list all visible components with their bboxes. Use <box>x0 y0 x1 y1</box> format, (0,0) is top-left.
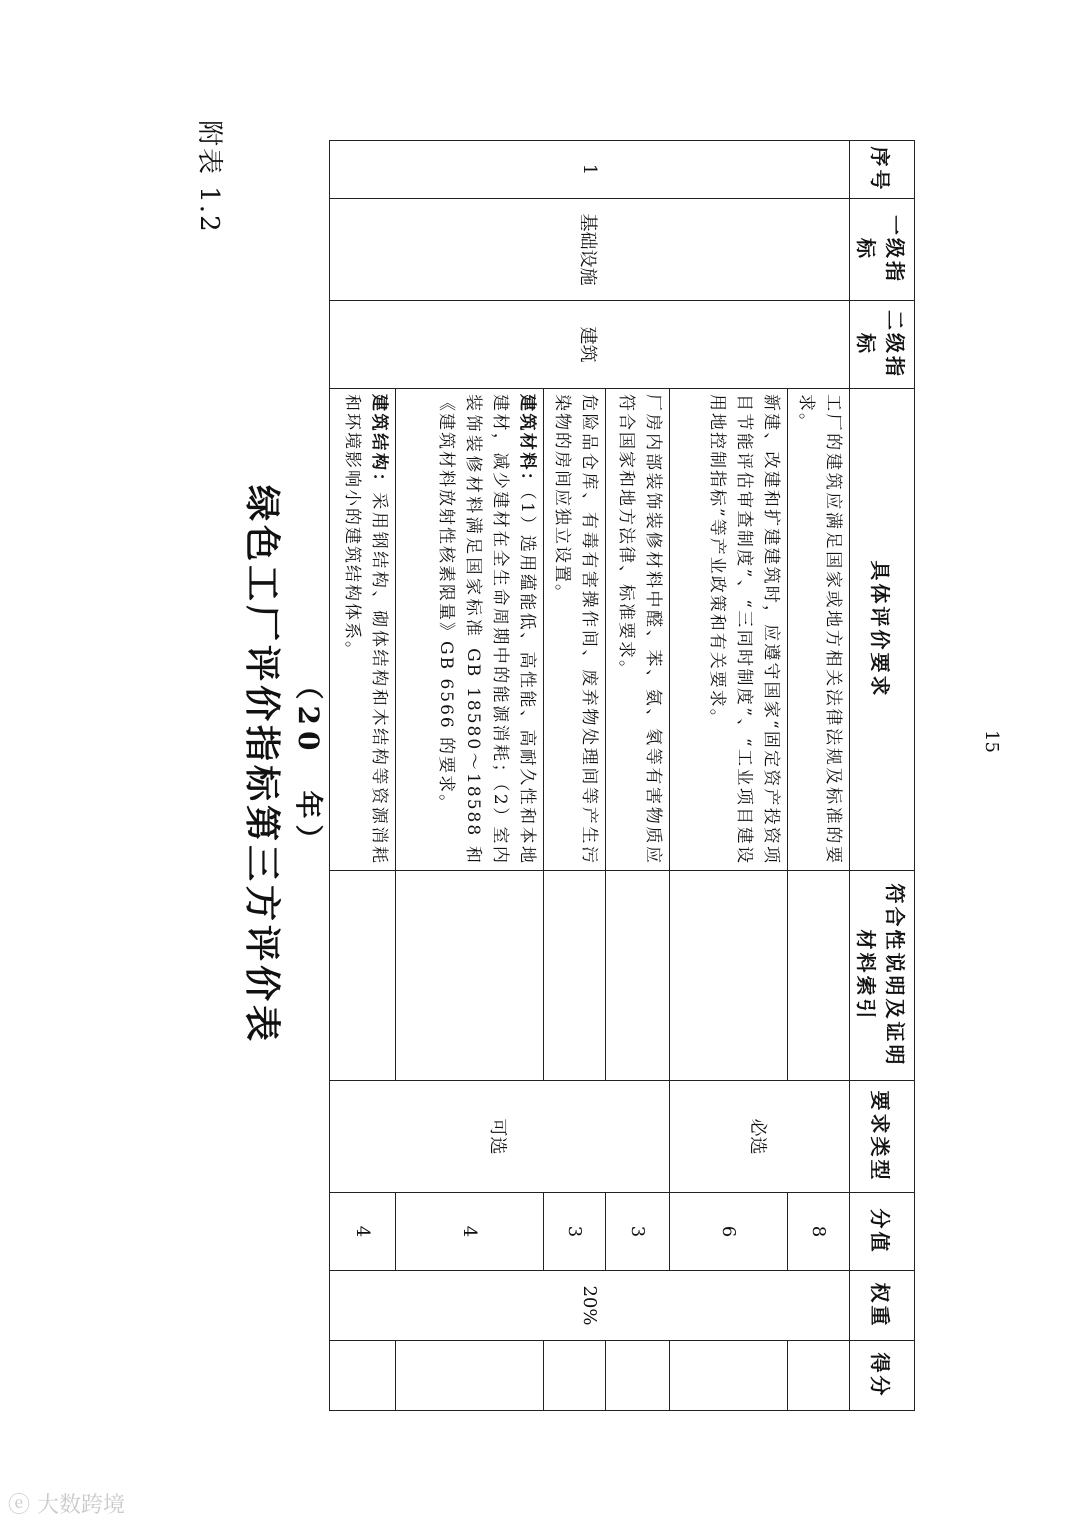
evidence-cell[interactable] <box>396 871 544 1081</box>
header-evidence: 符合性说明及证明材料索引 <box>850 871 915 1081</box>
watermark <box>8 1488 125 1519</box>
evidence-cell[interactable] <box>606 871 670 1081</box>
header-no: 序号 <box>850 141 915 199</box>
requirement-label: 建筑结构： <box>369 394 389 493</box>
type-optional: 可选 <box>330 1081 670 1193</box>
header-points: 得分 <box>850 1341 915 1411</box>
score-value: 4 <box>330 1193 396 1271</box>
requirement-text <box>396 389 544 871</box>
requirement-text <box>330 389 396 871</box>
header-level2: 二级指标 <box>850 301 915 389</box>
watermark-text: 大数跨境 <box>37 1493 126 1518</box>
table-row <box>788 141 850 1411</box>
page-number: 15 <box>981 730 1002 753</box>
requirement-text: 工厂的建筑应满足国家或地方相关法律法规及标准的要求。 <box>788 389 850 871</box>
row-number: 1 <box>330 141 850 199</box>
level2-indicator: 建筑 <box>330 301 850 389</box>
evaluation-table <box>329 140 915 1411</box>
year-line: （20 年） <box>292 671 325 859</box>
requirement-label: 建筑材料： <box>517 394 537 492</box>
score-value: 8 <box>788 1193 850 1271</box>
points-cell[interactable] <box>396 1341 544 1411</box>
evidence-cell[interactable] <box>330 871 396 1081</box>
table-header-row <box>850 141 915 1411</box>
rotated-page <box>170 120 1050 1410</box>
score-value: 3 <box>544 1193 606 1271</box>
level1-indicator: 基础设施 <box>330 199 850 301</box>
header-score: 分值 <box>850 1193 915 1271</box>
score-value: 6 <box>670 1193 788 1271</box>
header-level1: 一级指标 <box>850 199 915 301</box>
watermark-logo-icon: ⓔ <box>8 1493 31 1518</box>
requirement-body: 采用钢结构、砌体结构和木结构等资源消耗和环境影响小的建筑结构体系。 <box>342 394 389 866</box>
points-cell[interactable] <box>606 1341 670 1411</box>
points-cell[interactable] <box>788 1341 850 1411</box>
requirement-text: 危险品仓库、有毒有害操作间、废弃物处理间等产生污染物的房间应独立设置。 <box>544 389 606 871</box>
score-value: 4 <box>396 1193 544 1271</box>
evidence-cell[interactable] <box>544 871 606 1081</box>
weight-value: 20% <box>330 1271 850 1341</box>
requirement-text: 新建、改建和扩建建筑时，应遵守国家“固定资产投资项目节能评估审查制度”、“三同时制度”、“工业项目建设用地控制指标”等产业政策和有关要求。 <box>670 389 788 871</box>
requirement-text: 厂房内部装饰装修材料中醛、苯、氨、氡等有害物质应符合国家和地方法律、标准要求。 <box>606 389 670 871</box>
header-type: 要求类型 <box>850 1081 915 1193</box>
score-value: 3 <box>606 1193 670 1271</box>
header-requirement: 具体评价要求 <box>850 389 915 871</box>
type-mandatory: 必选 <box>670 1081 850 1193</box>
evidence-cell[interactable] <box>788 871 850 1081</box>
requirement-body: （1）选用蕴能低、高性能、高耐久性和本地建材，减少建材在全生命周期中的能源消耗；（2）室内装饰装修材料满足国家标准 GB 18580～18588 和《建筑材料放射性核素限量》GB 6566 的要求。 <box>436 394 537 865</box>
evidence-cell[interactable] <box>670 871 788 1081</box>
points-cell[interactable] <box>330 1341 396 1411</box>
appendix-label: 附表 1.2 <box>194 120 224 234</box>
points-cell[interactable] <box>670 1341 788 1411</box>
header-weight: 权重 <box>850 1271 915 1341</box>
points-cell[interactable] <box>544 1341 606 1411</box>
page-title: 绿色工厂评价指标第三方评价表 <box>241 484 283 1045</box>
